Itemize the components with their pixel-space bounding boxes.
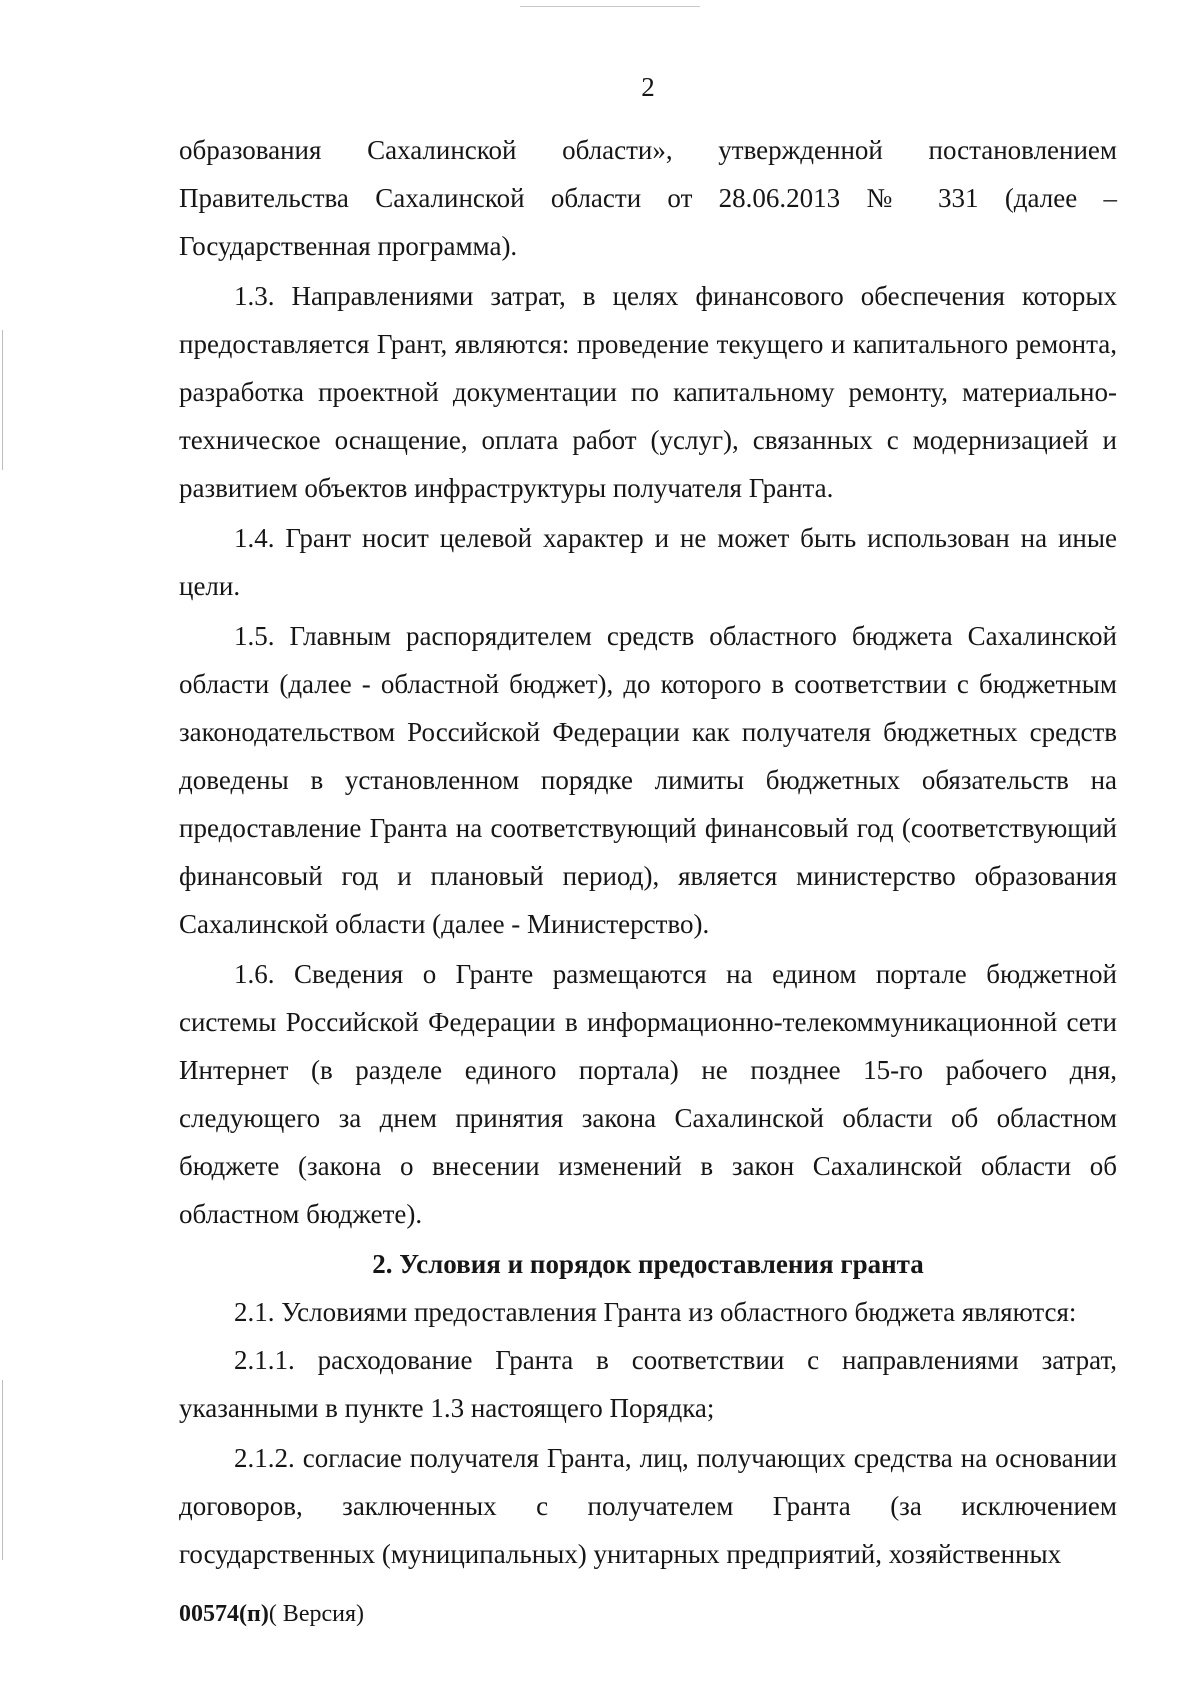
footer-document-code: 00574(п) — [179, 1601, 269, 1627]
scan-artifact-edge — [2, 330, 3, 470]
page-number: 2 — [641, 72, 655, 102]
document-footer — [179, 1601, 364, 1628]
scan-artifact-top — [520, 6, 700, 7]
document-body — [179, 126, 1117, 1578]
paragraph-continuation: образования Сахалинской области», утвержденной постановлением Правительства Сахалинской области от 28.06.2013 № 331 (далее – Государственная программа). — [179, 135, 1117, 261]
paragraph-1-3: 1.3. Направлениями затрат, в целях финансового обеспечения которых предоставляется Грант, являются: проведение текущего и капитального ремонта, разработка проектной документации по капитальному ремонту, материально-техническое оснащение, оплата работ (услуг), связанных с модернизацией и развитием объектов инфраструктуры получателя Гранта. — [179, 281, 1117, 503]
paragraph-2-1-2: 2.1.2. согласие получателя Гранта, лиц, получающих средства на основании договоров, заключенных с получателем Гранта (за исключением государственных (муниципальных) унитарных предприятий, хозяйственных — [179, 1443, 1117, 1569]
section-heading: 2. Условия и порядок предоставления гранта — [372, 1249, 924, 1279]
paragraph-2-1: 2.1. Условиями предоставления Гранта из областного бюджета являются: — [234, 1297, 1077, 1327]
paragraph-2-1-1: 2.1.1. расходование Гранта в соответствии с направлениями затрат, указанными в пункте 1.3 настоящего Порядка; — [179, 1345, 1117, 1423]
paragraph-1-4: 1.4. Грант носит целевой характер и не может быть использован на иные цели. — [179, 523, 1117, 601]
paragraph-1-6: 1.6. Сведения о Гранте размещаются на едином портале бюджетной системы Российской Федерации в информационно-телекоммуникационной сети Интернет (в разделе единого портала) не позднее 15-го рабочего дня, следующего за днем принятия закона Сахалинской области об областном бюджете (закона о внесении изменений в закон Сахалинской области об областном бюджете). — [179, 959, 1117, 1229]
paragraph-1-5: 1.5. Главным распорядителем средств областного бюджета Сахалинской области (далее - областной бюджет), до которого в соответствии с бюджетным законодательством Российской Федерации как получателя бюджетных средств доведены в установленном порядке лимиты бюджетных обязательств на предоставление Гранта на соответствующий финансовый год (соответствующий финансовый год и плановый период), является министерство образования Сахалинской области (далее - Министерство). — [179, 621, 1117, 939]
footer-version: ( Версия) — [268, 1601, 364, 1627]
scan-artifact-edge — [2, 1380, 3, 1560]
